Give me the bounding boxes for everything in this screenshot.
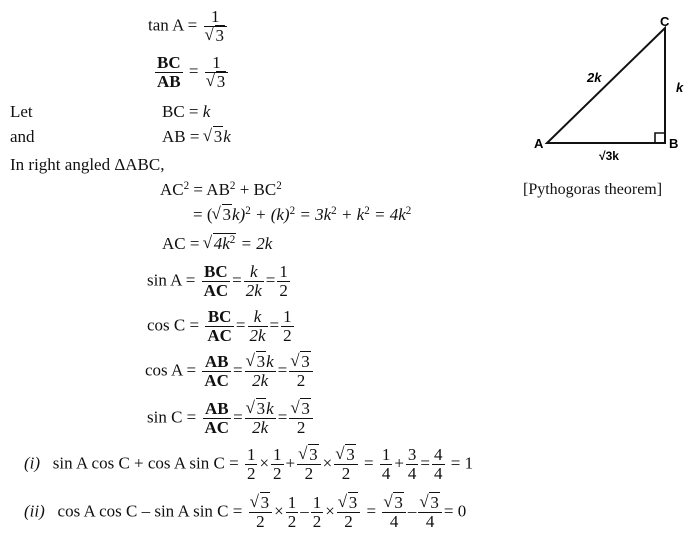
sin-c-equation: sin C = $\frac{AB}{AC}$ = √ $\frac{3k}{2k}$ = √ $\frac{3}{2}$: [147, 400, 315, 437]
hypotenuse-label: 2k: [587, 70, 602, 85]
bc-equals-k: BC = k: [162, 102, 211, 121]
triangle-outline: [547, 28, 665, 143]
ac-equals-2k: AC = √ $4k^2 = 2k$: [162, 235, 272, 252]
pythagoras-equation: $AC^2 = AB^2 + BC^2$: [160, 179, 282, 199]
right-angle-marker: [655, 133, 665, 143]
vertical-side-label: k: [676, 80, 684, 95]
and-label: and: [10, 127, 35, 146]
pythagoras-caption: [Pythogoras theorem]: [523, 181, 663, 198]
let-label: Let: [10, 102, 33, 121]
right-triangle-diagram: [525, 14, 695, 164]
bc-ab-ratio: $\frac{BC}{AB}$ = 1 √ 3: [153, 54, 230, 91]
vertex-c-label: C: [660, 14, 670, 29]
vertex-b-label: B: [669, 136, 679, 151]
cos-c-equation: cos C = $\frac{BC}{AC}$ = $\frac{k}{2k}$ = $\frac{1}{2}$: [147, 307, 292, 345]
base-side-label: √3k: [599, 149, 619, 163]
cos-a-equation: cos A = $\frac{AB}{AC}$ = √ $\frac{3k}{2k}$ = √ $\frac{3}{2}$: [145, 353, 315, 390]
part-i-equation: (i) sin A cos C + cos A sin C = $\frac{1}{2}$ × $\frac{1}{2}$ + √ $\frac{3}{2}$ × √ $\frac{3}{2}$ = $\frac{1}{4}$ + $\frac{3}{4}$ = $\frac{4}{4}$ = 1: [24, 446, 473, 483]
tan-a-equation: tan A = 1 √ 3: [148, 8, 229, 45]
pythagoras-expansion: = (√ $3k)^2 + (k)^2 = 3k^2 + k^2 = 4k^2$: [193, 206, 411, 223]
fraction: 1 √ 3: [204, 8, 228, 45]
ab-equals-root3k: AB = √ 3k: [162, 128, 231, 145]
sin-a-equation: sin A = $\frac{BC}{AC}$ = $\frac{k}{2k}$ = $\frac{1}{2}$: [147, 262, 288, 300]
right-angled-intro: In right angled ΔABC,: [10, 155, 165, 174]
part-ii-equation: (ii) cos A cos C – sin A sin C = √ $\frac{3}{2}$ × $\frac{1}{2}$ – $\frac{1}{2}$ × √ $\frac{3}{2}$ = √ $\frac{3}{4}$ – √ $\frac{3}{4}$ = 0: [24, 494, 466, 531]
vertex-a-label: A: [534, 136, 544, 151]
